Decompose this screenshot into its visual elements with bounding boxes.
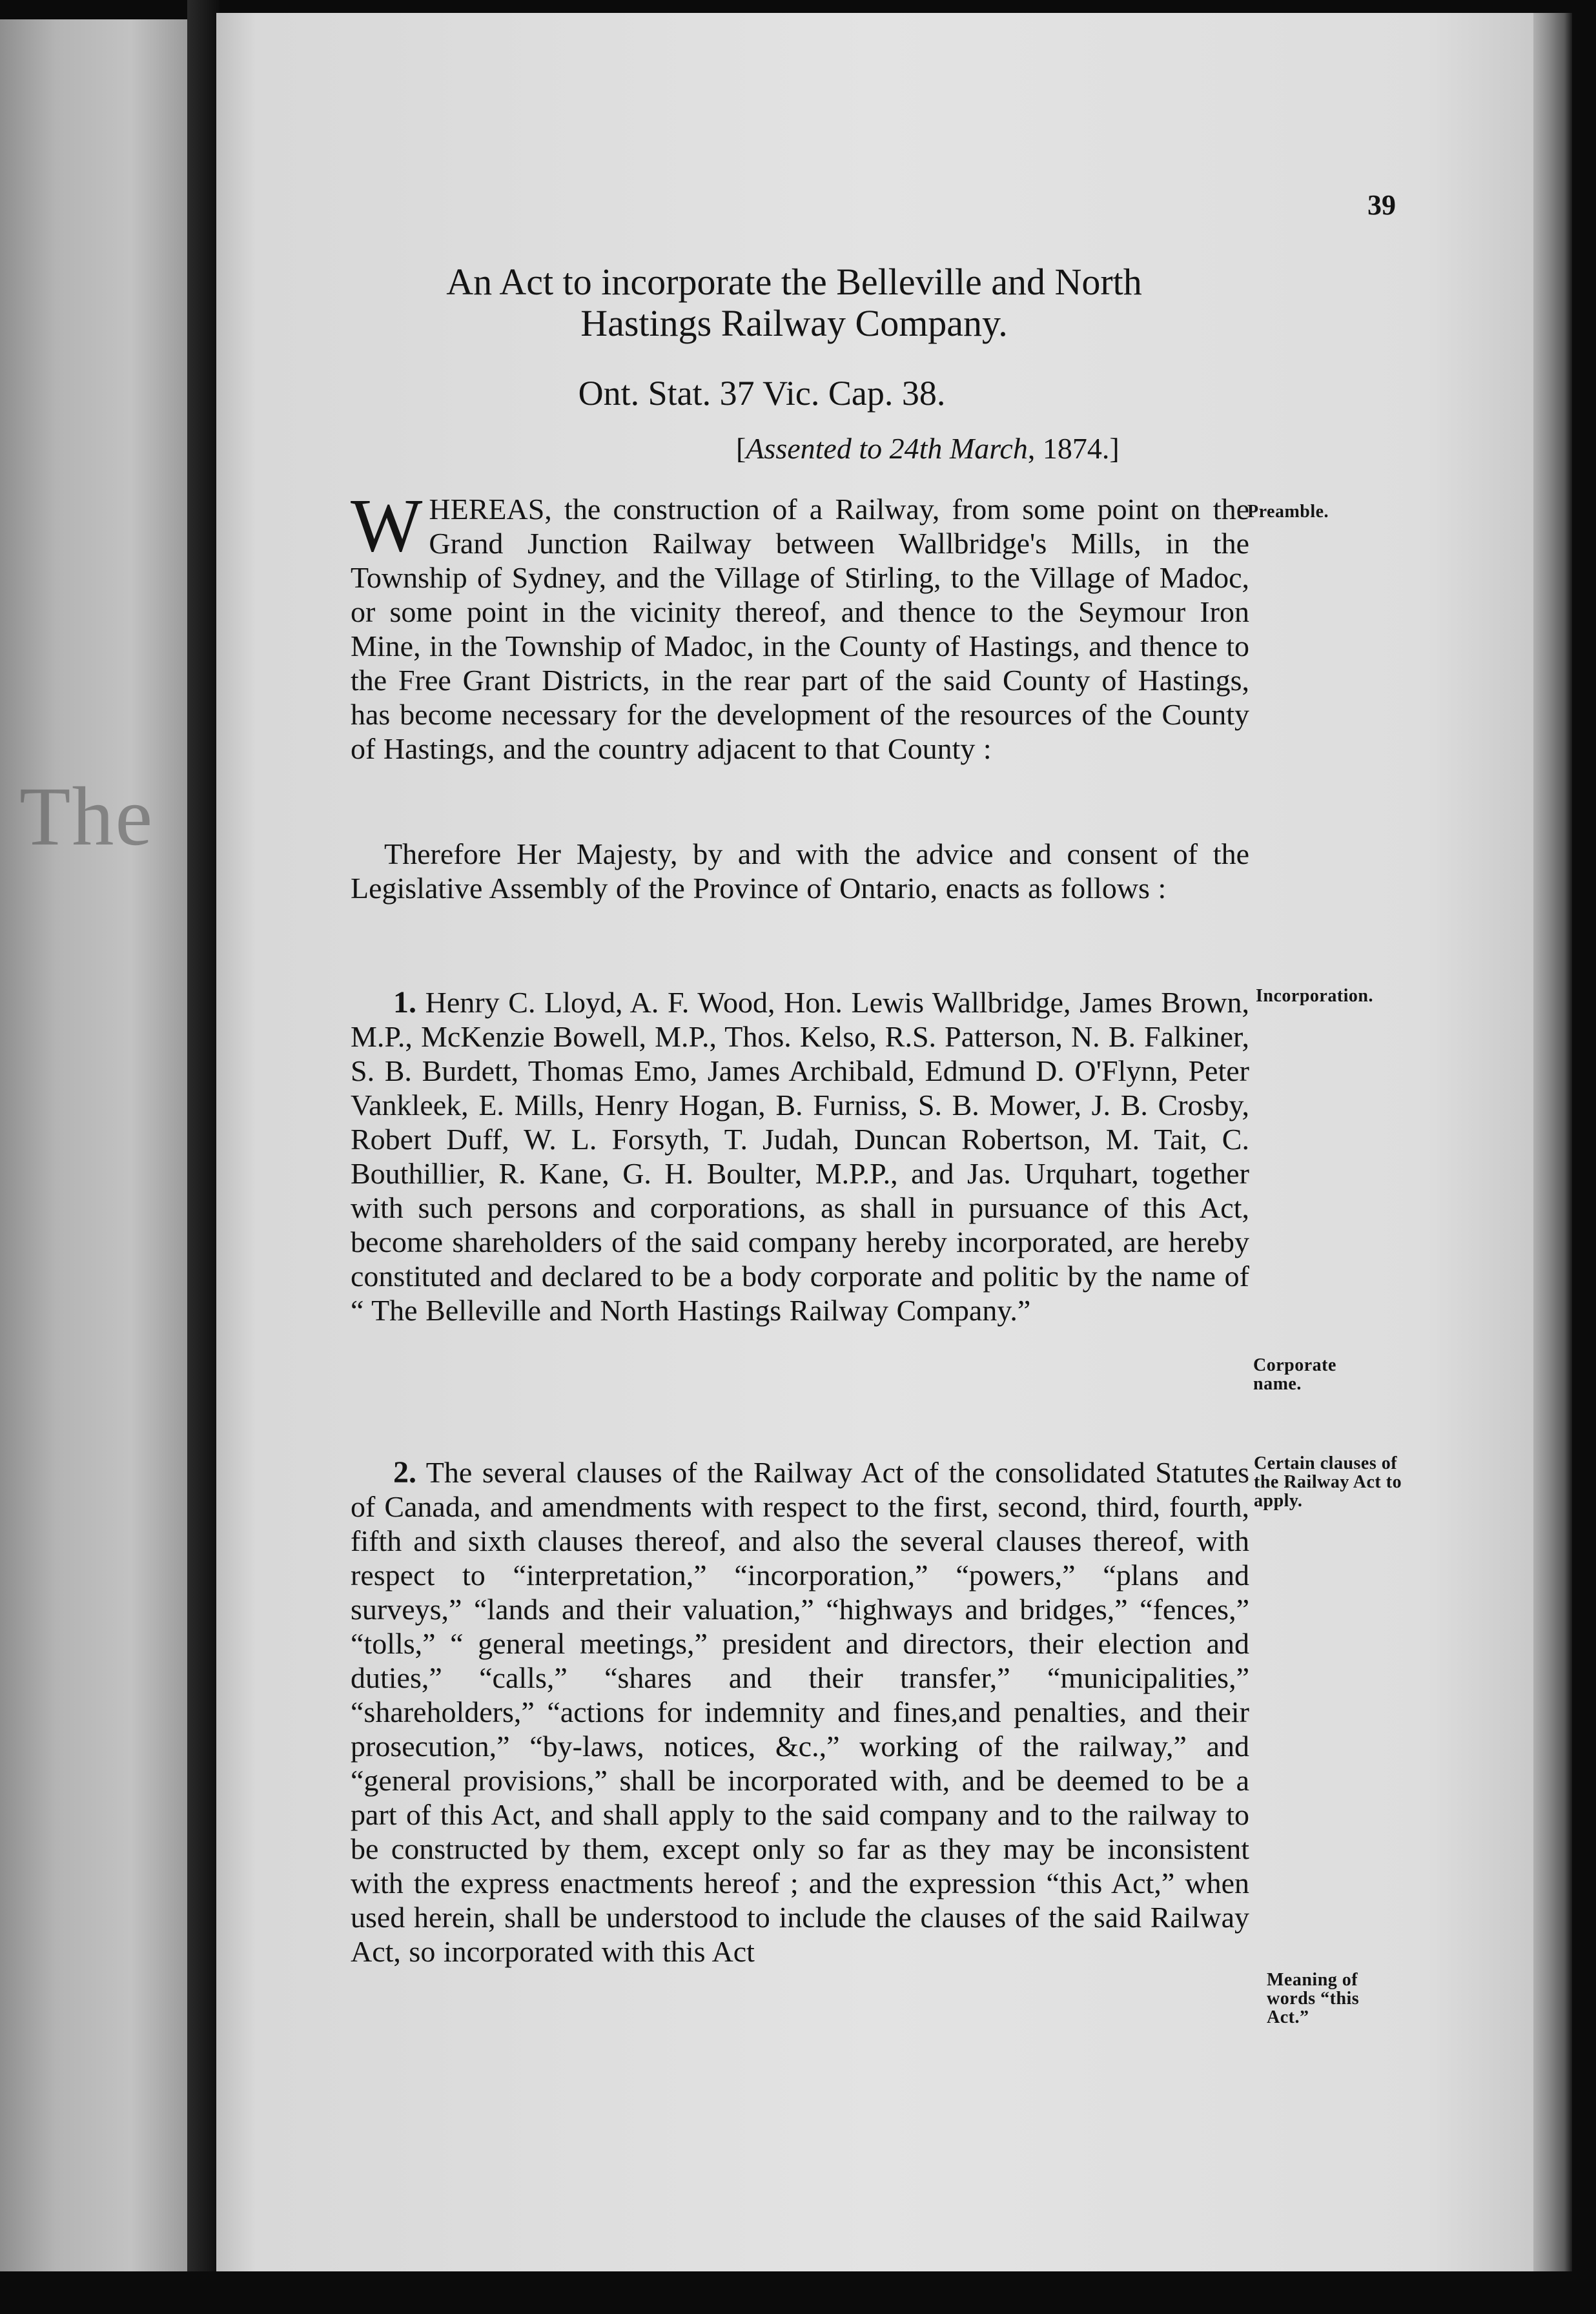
preamble-paragraph (351, 483, 1249, 766)
statute-citation: Ont. Stat. 37 Vic. Cap. 38. (578, 374, 946, 413)
margin-note-meaning: Meaning of words “this Act.” (1267, 1970, 1360, 2027)
act-title-line1: An Act to incorporate the Belleville and North (446, 261, 1142, 303)
margin-note-corporate-name: Corporate name. (1253, 1355, 1336, 1394)
margin-note-certain-clauses: Certain clauses of the Railway Act to apply. (1254, 1453, 1402, 1511)
assent-year: , 1874. (1027, 432, 1110, 465)
assent-date: Assented to 24th March (746, 432, 1028, 465)
enacting-clause: Therefore Her Majesty, by and with the advice and consent of the Legislative Assembly of the Province of Ontario, enacts as follows : (351, 837, 1249, 905)
section-2 (351, 1455, 1249, 1969)
section-1 (351, 985, 1249, 1327)
page-number: 39 (1367, 189, 1396, 221)
book-gutter (187, 0, 220, 2314)
section-text: The several clauses of the Railway Act of the consolidated Statutes of Canada, and amendments with respect to the first, second, third, fourth, fifth and sixth clauses thereof, and also the several clauses thereof, with respect to “interpretation,” “incorporation,” “powers,” “plans and surveys,” “lands and their valuation,” “highways and bridges,” “fences,” “tolls,” “ general meetings,” president and directors, their election and duties,” “calls,” “shares and their transfer,” “municipalities,” “shareholders,” “actions for indemnity and fines,and penalties, and their prosecution,” “by-laws, notices, &c.,” working of the railway,” and “general provisions,” shall be incorporated with, and be deemed to be a part of this Act, and shall apply to the said company and to the railway to be constructed by them, except only so far as they may be inconsistent with the express enactments hereof ; and the expression “this Act,” when used herein, shall be understood to include the clauses of the said Railway Act, so incorporated with this Act (351, 1456, 1249, 1968)
act-title-line2: Hastings Railway Company. (580, 302, 1008, 344)
section-number: 2. (393, 1455, 416, 1490)
section-text: Henry C. Lloyd, A. F. Wood, Hon. Lewis Wallbridge, James Brown, M.P., McKenzie Bowell, M.P., Thos. Kelso, R.S. Patterson, N. B. Falkiner, S. B. Burdett, Thomas Emo, James Archibald, Edmund D. O'Flynn, Peter Vankleek, E. Mills, Henry Hogan, B. Furniss, S. B. Mower, J. B. Crosby, Robert Duff, W. L. Forsyth, T. Judah, Duncan Robertson, M. Tait, C. Bouthillier, R. Kane, G. H. Boulter, M.P.P., and Jas. Urquhart, together with such persons and corporations, as shall in pursuance of this Act, become shareholders of the said company hereby incorporated, are hereby constituted and declared to be a body corporate and politic by the name of “ The Belleville and North Hastings Railway Company.” (351, 986, 1250, 1327)
act-title (342, 261, 1246, 344)
assent-line: [Assented to 24th March, 1874.] (736, 432, 1120, 465)
facing-page (0, 19, 187, 2279)
scan-border (0, 2271, 1596, 2314)
page-edge (1533, 13, 1572, 2299)
drop-cap: W (351, 483, 423, 568)
margin-note-preamble: Preamble. (1247, 502, 1329, 522)
preamble-text: HEREAS, the construction of a Railway, from some point on the Grand Junction Railway between Wallbridge's Mills, in the Township of Sydney, and the Village of Stirling, to the Village of Madoc, or some point in the vicinity thereof, and thence to the Seymour Iron Mine, in the Township of Madoc, in the County of Hastings, and thence to the Free Grant Districts, in the rear part of the said County of Hastings, has become necessary for the development of the resources of the County of Hastings, and the country adjacent to that County : (351, 493, 1249, 765)
margin-note-incorporation: Incorporation. (1256, 986, 1373, 1006)
section-number: 1. (393, 985, 416, 1019)
facing-page-ghost-text: The (19, 770, 154, 863)
